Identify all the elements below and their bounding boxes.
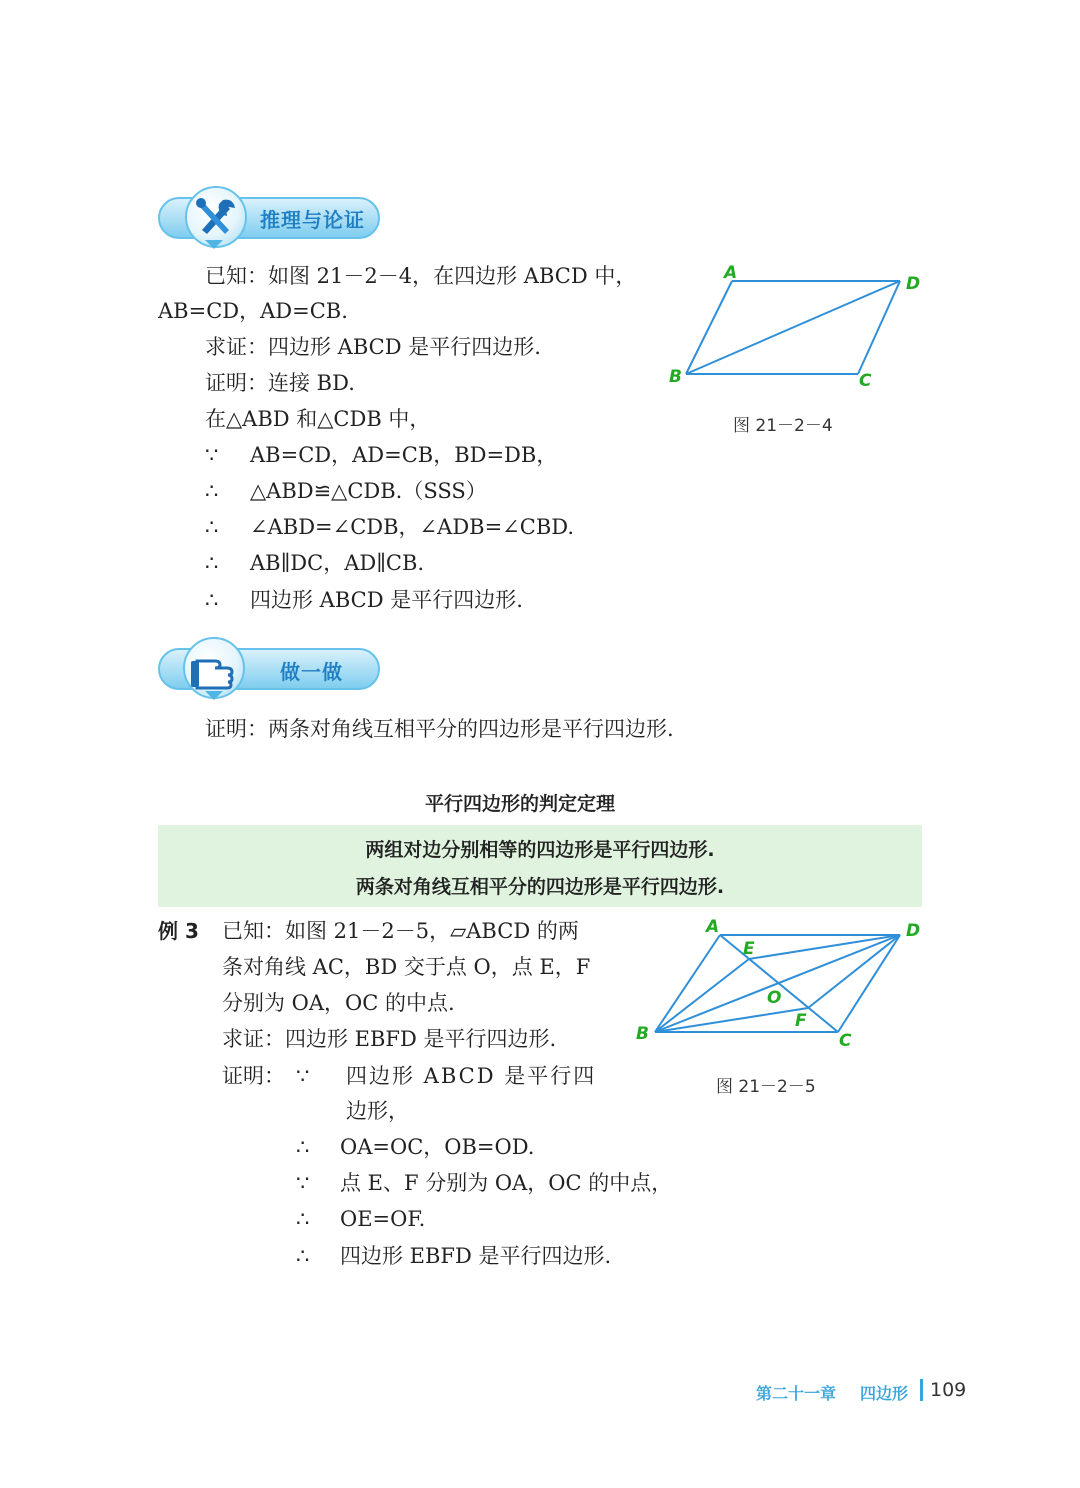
label-a: A xyxy=(706,917,720,937)
step-text: AB∥DC，AD∥CB. xyxy=(250,551,425,575)
figure-caption: 图 21－2－4 xyxy=(733,416,833,436)
given-line: 已知：如图 21－2－4，在四边形 ABCD 中， xyxy=(205,264,637,288)
page-number: 109 xyxy=(930,1379,967,1401)
label-a: A xyxy=(724,263,738,283)
step-text: OE=OF. xyxy=(340,1207,426,1231)
theorem-line-1: 两组对边分别相等的四边形是平行四边形. xyxy=(365,839,715,861)
try-badge-tip xyxy=(205,691,223,700)
label-e: E xyxy=(743,939,755,959)
label-c: C xyxy=(839,1031,852,1051)
footer-chapter: 第二十一章 xyxy=(756,1384,837,1403)
diagonal-bd xyxy=(686,281,900,374)
proof-line: 证明：连接 BD. xyxy=(205,371,355,395)
reasoning-badge-circle xyxy=(185,186,247,248)
step-text-cont: 边形， xyxy=(346,1099,409,1123)
step-text: 四边形 ABCD 是平行四 xyxy=(346,1064,597,1088)
step-text: 四边形 EBFD 是平行四边形. xyxy=(340,1244,612,1268)
triangle-line: 在△ABD 和△CDB 中， xyxy=(205,407,431,431)
tools-icon xyxy=(187,188,245,246)
label-f: F xyxy=(795,1011,807,1031)
example-proof-prefix: 证明： xyxy=(222,1064,285,1088)
example-label: 例 3 xyxy=(158,919,199,943)
segment-bf xyxy=(655,1008,808,1032)
label-c: C xyxy=(859,371,872,391)
step-text: △ABD≌△CDB.（SSS） xyxy=(250,479,487,503)
step-text: 点 E、F 分别为 OA，OC 的中点， xyxy=(340,1171,673,1195)
theorem-line-2: 两条对角线互相平分的四边形是平行四边形. xyxy=(355,876,725,898)
given-line-cont: AB=CD，AD=CB. xyxy=(158,299,348,323)
step-symbol: ∴ xyxy=(205,588,219,612)
step-text: AB=CD，AD=CB，BD=DB， xyxy=(250,443,558,467)
reasoning-badge-label: 推理与论证 xyxy=(260,208,365,232)
try-badge-label: 做一做 xyxy=(280,660,343,684)
label-d: D xyxy=(906,921,921,941)
theorem-title: 平行四边形的判定定理 xyxy=(425,793,616,815)
figure-21-2-4 xyxy=(660,255,940,405)
try-prompt: 证明：两条对角线互相平分的四边形是平行四边形. xyxy=(205,717,674,741)
step-symbol: ∴ xyxy=(296,1207,310,1231)
step-symbol: ∵ xyxy=(205,443,219,467)
example-given-cont2: 分别为 OA，OC 的中点. xyxy=(222,991,455,1015)
label-b: B xyxy=(636,1024,649,1044)
side-ba xyxy=(655,935,720,1032)
step-text: 四边形 ABCD 是平行四边形. xyxy=(250,588,523,612)
step-symbol: ∵ xyxy=(296,1064,310,1088)
step-symbol: ∴ xyxy=(296,1135,310,1159)
step-symbol: ∴ xyxy=(205,479,219,503)
step-symbol: ∴ xyxy=(205,551,219,575)
prove-line: 求证：四边形 ABCD 是平行四边形. xyxy=(205,335,541,359)
step-symbol: ∴ xyxy=(296,1244,310,1268)
example-given: 已知：如图 21－2－5，▱ABCD 的两 xyxy=(222,919,579,943)
reasoning-badge-tip xyxy=(205,240,223,249)
example-given-cont: 条对角线 AC，BD 交于点 O，点 E，F xyxy=(222,955,591,979)
side-dc xyxy=(838,935,900,1032)
segment-be xyxy=(655,959,749,1032)
step-text: ∠ABD=∠CDB，∠ADB=∠CBD. xyxy=(250,515,575,539)
side-ba xyxy=(686,281,732,374)
step-symbol: ∴ xyxy=(205,515,219,539)
try-badge-circle xyxy=(183,637,245,699)
side-dc xyxy=(858,281,900,374)
example-prove: 求证：四边形 EBFD 是平行四边形. xyxy=(222,1027,557,1051)
label-b: B xyxy=(669,367,682,387)
label-o: O xyxy=(767,988,782,1008)
footer-divider xyxy=(920,1379,923,1401)
figure-caption: 图 21－2－5 xyxy=(716,1077,816,1097)
step-text: OA=OC，OB=OD. xyxy=(340,1135,535,1159)
segment-fd xyxy=(808,935,900,1008)
theorem-box xyxy=(158,825,922,907)
diagonal-bd xyxy=(655,935,900,1032)
segment-ed xyxy=(749,935,900,959)
label-d: D xyxy=(906,274,921,294)
footer-title: 四边形 xyxy=(860,1384,909,1403)
step-symbol: ∵ xyxy=(296,1171,310,1195)
figure-21-2-5 xyxy=(630,915,930,1055)
hand-icon xyxy=(185,639,243,697)
